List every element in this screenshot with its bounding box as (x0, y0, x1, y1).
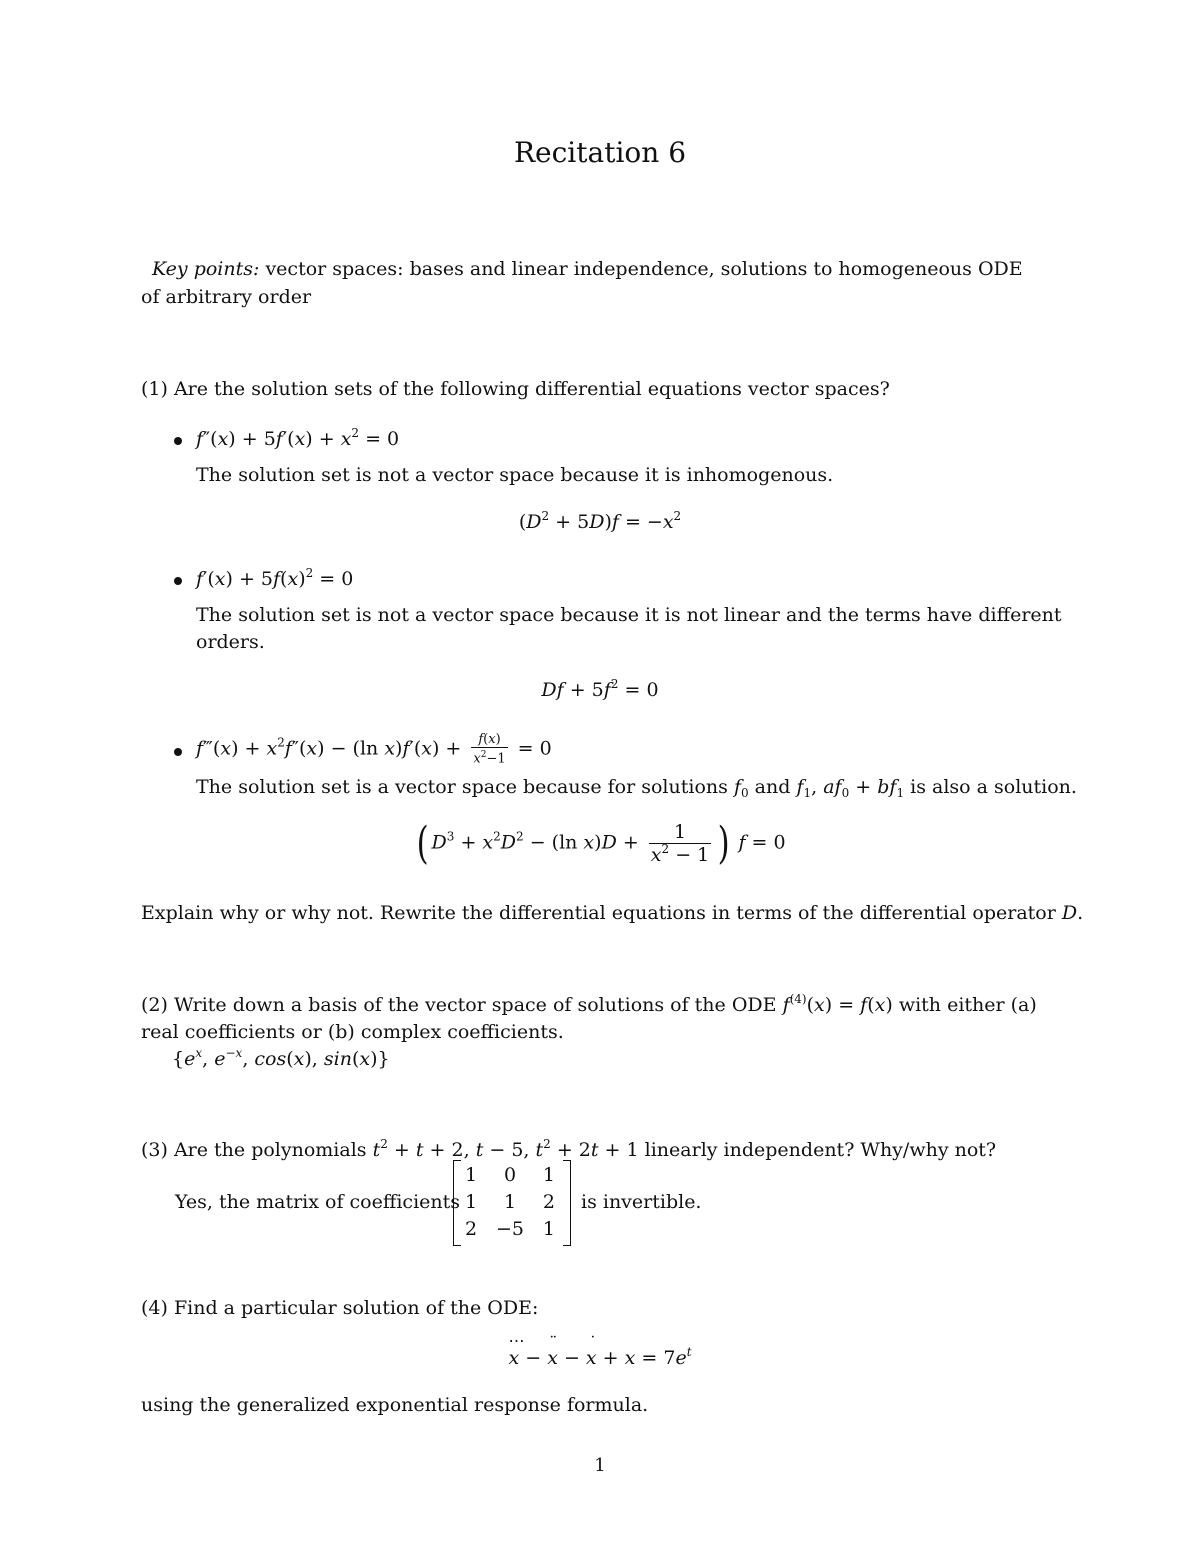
q2-prompt-line2: real coefficients or (b) complex coefficients. (141, 1021, 564, 1043)
coefficient-matrix (453, 1160, 571, 1244)
page-title: Recitation 6 (513, 136, 687, 169)
q1-equation-2: $f'(x) + 5f(x)^2 = 0$ (196, 566, 354, 590)
fraction-1-over-x2-minus-1: $\frac{1}{x^2 - 1}$ (650, 821, 710, 866)
matrix-cell: 1 (542, 1217, 555, 1240)
key-points-label: Key points: (152, 258, 260, 280)
bullet-2 (174, 577, 182, 585)
fraction-fx-over-x2-minus-1: $\frac{f(x)}{x^2-1}$ (473, 732, 506, 767)
page-number: 1 (594, 1455, 606, 1476)
q1-answer-3: The solution set is a vector space because for solutions $f_0$ and $f_1$, $af_0 + bf_1$ is also a solution. (196, 776, 1077, 800)
q3-answer-pre: Yes, the matrix of coefficients (175, 1191, 461, 1213)
q1-explain: Explain why or why not. Rewrite the differential equations in terms of the differential operator D. (141, 902, 1084, 924)
key-points-line2: of arbitrary order (141, 286, 312, 308)
q3-prompt: (3) Are the polynomials $t^2 + t + 2$, t − 5, $t^2 + 2t + 1$ linearly independent? Why/why not? (141, 1137, 997, 1161)
q3-answer-post: is invertible. (581, 1191, 702, 1213)
matrix-cell: 2 (542, 1190, 555, 1213)
matrix-cell: −5 (495, 1217, 524, 1240)
matrix-table (465, 1161, 555, 1242)
matrix-left-bracket (453, 1160, 461, 1246)
matrix-cell: 1 (465, 1163, 478, 1186)
q2-prompt-line1: (2) Write down a basis of the vector space of solutions of the ODE $f^{(4)}(x) = f(x)$ with either (a) (141, 992, 1037, 1016)
matrix-row (465, 1215, 555, 1242)
matrix-row (465, 1188, 555, 1215)
q1-equation-1: $f''(x) + 5f'(x) + x^2 = 0$ (196, 426, 400, 450)
q4-after: using the generalized exponential response formula. (141, 1394, 649, 1416)
q1-answer-1: The solution set is not a vector space because it is inhomogenous. (196, 464, 834, 486)
matrix-cell: 1 (542, 1163, 555, 1186)
key-points-text: vector spaces: bases and linear independence, solutions to homogeneous ODE (265, 258, 1023, 280)
matrix-right-bracket (563, 1160, 571, 1246)
bullet-1 (174, 437, 182, 445)
q1-operator-form-3: ( $D^3 + x^2D^2 - (\ln$ x)D + $\frac{1}{x^2 - 1}$ ) f = 0 (416, 818, 786, 869)
q1-answer-2-line1: The solution set is not a vector space because it is not linear and the terms have different (196, 604, 1062, 626)
matrix-cell: 0 (503, 1163, 517, 1186)
bullet-3 (174, 748, 182, 756)
matrix-cell: 1 (465, 1190, 478, 1213)
q4-prompt: (4) Find a particular solution of the ODE: (141, 1297, 539, 1319)
key-points-line1 (152, 258, 1023, 280)
matrix-cell: 2 (465, 1217, 478, 1240)
q1-operator-form-2: $Df + 5f^2 = 0$ (541, 677, 659, 701)
q1-prompt: (1) Are the solution sets of the following differential equations vector spaces? (141, 378, 890, 400)
q1-answer-2-line2: orders. (196, 631, 265, 653)
q1-equation-3: f‴(x) + $x^2f''(x) - (\ln$ x)f′(x) + $\frac{f(x)}{x^2-1}$ = 0 (196, 732, 552, 767)
q2-basis-answer: {$e^x$, $e^{-x}$, cos(x), sin(x)} (172, 1046, 390, 1070)
q4-equation: ⋯ x − ¨ x − ˙ $x + x = 7e^t$ (0, 1347, 1200, 1369)
q1-operator-form-1: $(D^2 + 5D)f = -x^2$ (518, 509, 682, 533)
matrix-row (465, 1161, 555, 1188)
matrix-cell: 1 (503, 1190, 517, 1213)
